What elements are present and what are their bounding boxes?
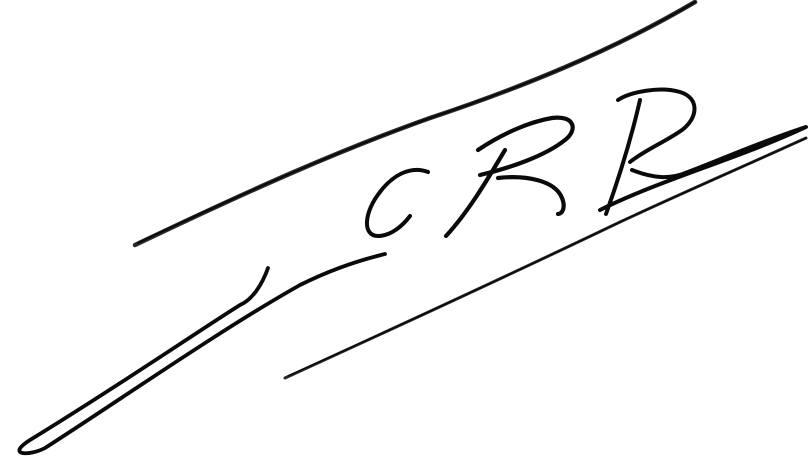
letter-r-first-stroke — [446, 118, 573, 236]
upper-sweep-highlight — [138, 2, 695, 243]
letter-c-stroke — [367, 170, 428, 236]
lower-left-stroke — [19, 254, 385, 453]
underline-sweep-highlight — [288, 138, 806, 376]
signature-strokes — [19, 2, 806, 453]
